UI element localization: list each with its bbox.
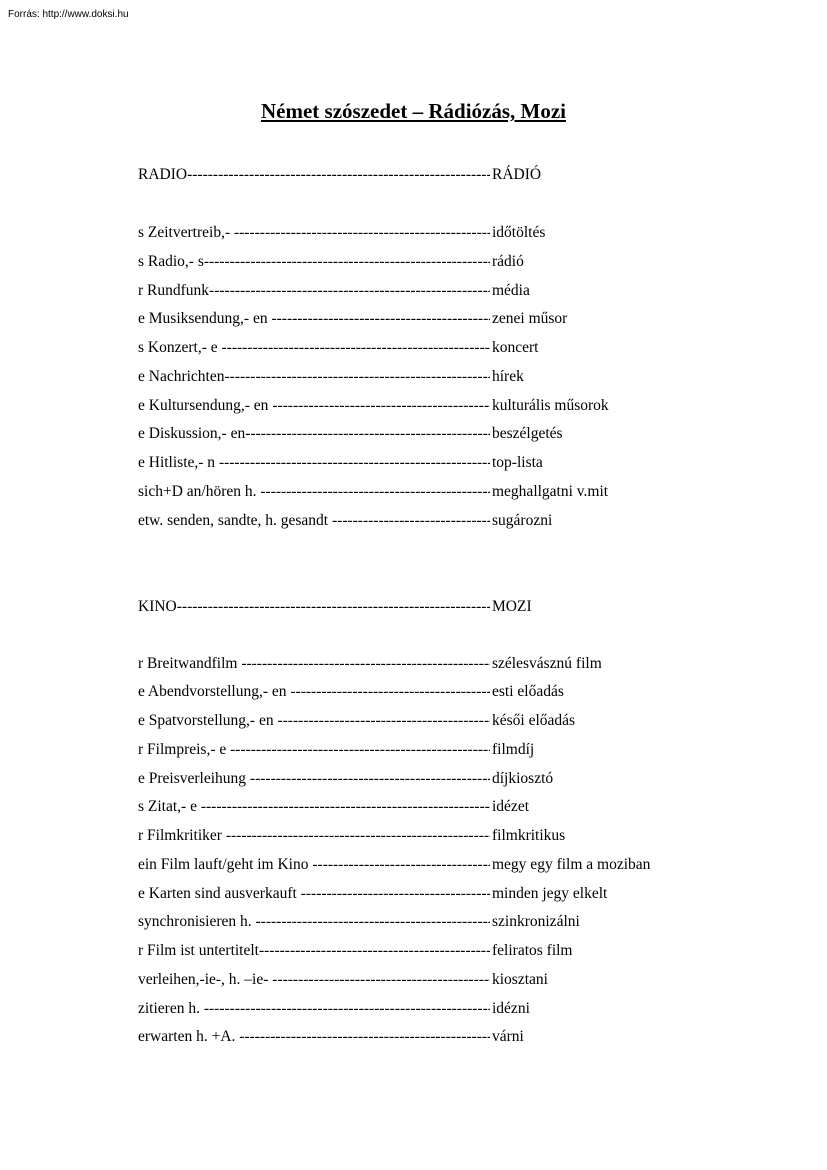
vocab-row [138, 739, 698, 761]
hungarian-term: filmkritikus [492, 827, 566, 844]
german-term: r Filmkritiker ----- [138, 825, 490, 847]
hungarian-term: RÁDIÓ [492, 166, 542, 183]
hungarian-term: hírek [492, 368, 524, 385]
german-term: ein Film lauft/geht im Kino ----- [138, 854, 490, 876]
hungarian-term: top-lista [492, 454, 543, 471]
german-term: erwarten h. +A. ----- [138, 1026, 490, 1048]
hungarian-term: várni [492, 1028, 524, 1045]
german-term: RADIO ----- [138, 164, 490, 186]
vocab-row [138, 796, 698, 818]
german-term: KINO ----- [138, 596, 490, 618]
german-term: e Preisverleihung ----- [138, 768, 490, 790]
hungarian-term: beszélgetés [492, 425, 563, 442]
hungarian-term: sugározni [492, 512, 553, 529]
vocab-row [138, 423, 698, 445]
hungarian-term: idézni [492, 1000, 530, 1017]
section-header-radio [138, 164, 698, 186]
hungarian-term: késői előadás [492, 712, 576, 729]
vocab-row [138, 854, 698, 876]
hungarian-term: kiosztani [492, 971, 548, 988]
hungarian-term: idézet [492, 798, 530, 815]
german-term: synchronisieren h. ----- [138, 911, 490, 933]
german-term: zitieren h. ----- [138, 998, 490, 1020]
hungarian-term: filmdíj [492, 741, 535, 758]
vocab-row [138, 510, 698, 532]
german-term: s Konzert,- e ----- [138, 337, 490, 359]
german-term: s Zeitvertreib,- ----- [138, 222, 490, 244]
vocab-row [138, 280, 698, 302]
vocab-row [138, 366, 698, 388]
hungarian-term: zenei műsor [492, 310, 568, 327]
hungarian-term: koncert [492, 339, 539, 356]
vocab-row [138, 940, 698, 962]
vocab-row [138, 653, 698, 675]
hungarian-term: megy egy film a moziban [492, 856, 651, 873]
german-term: sich+D an/hören h. ----- [138, 481, 490, 503]
hungarian-term: kulturális műsorok [492, 397, 609, 414]
german-term: verleihen,-ie-, h. –ie- ----- [138, 969, 490, 991]
source-label: Forrás: http://www.doksi.hu [8, 9, 129, 20]
hungarian-term: média [492, 282, 530, 299]
hungarian-term: időtöltés [492, 224, 546, 241]
vocab-row [138, 825, 698, 847]
vocab-row [138, 969, 698, 991]
vocab-row [138, 481, 698, 503]
vocab-row [138, 681, 698, 703]
vocab-row [138, 1026, 698, 1048]
german-term: s Radio,- s ----- [138, 251, 490, 273]
hungarian-term: meghallgatni v.mit [492, 483, 609, 500]
vocab-row [138, 768, 698, 790]
vocab-row [138, 222, 698, 244]
german-term: e Hitliste,- n ----- [138, 452, 490, 474]
vocab-row [138, 251, 698, 273]
vocab-row [138, 883, 698, 905]
german-term: e Karten sind ausverkauft ----- [138, 883, 490, 905]
vocab-row [138, 911, 698, 933]
german-term: r Film ist untertitelt ----- [138, 940, 490, 962]
german-term: etw. senden, sandte, h. gesandt ----- [138, 510, 490, 532]
german-term: r Rundfunk ----- [138, 280, 490, 302]
hungarian-term: szélesvásznú film [492, 655, 602, 672]
vocab-row [138, 452, 698, 474]
hungarian-term: díjkiosztó [492, 770, 554, 787]
german-term: e Spatvorstellung,- en ----- [138, 710, 490, 732]
vocab-row [138, 710, 698, 732]
german-term: r Filmpreis,- e ----- [138, 739, 490, 761]
hungarian-term: minden jegy elkelt [492, 885, 608, 902]
hungarian-term: rádió [492, 253, 524, 270]
german-term: e Abendvorstellung,- en ----- [138, 681, 490, 703]
german-term: s Zitat,- e ----- [138, 796, 490, 818]
vocab-row [138, 337, 698, 359]
section-header-kino [138, 596, 698, 618]
german-term: e Diskussion,- en ----- [138, 423, 490, 445]
hungarian-term: szinkronizálni [492, 913, 580, 930]
german-term: r Breitwandfilm ----- [138, 653, 490, 675]
hungarian-term: esti előadás [492, 683, 564, 700]
german-term: e Kultursendung,- en ----- [138, 395, 490, 417]
hungarian-term: feliratos film [492, 942, 573, 959]
vocab-row [138, 308, 698, 330]
hungarian-term: MOZI [492, 598, 532, 615]
vocab-row [138, 395, 698, 417]
german-term: e Nachrichten ----- [138, 366, 490, 388]
german-term: e Musiksendung,- en ----- [138, 308, 490, 330]
page-title: Német szószedet – Rádiózás, Mozi [261, 99, 566, 123]
vocab-row [138, 998, 698, 1020]
